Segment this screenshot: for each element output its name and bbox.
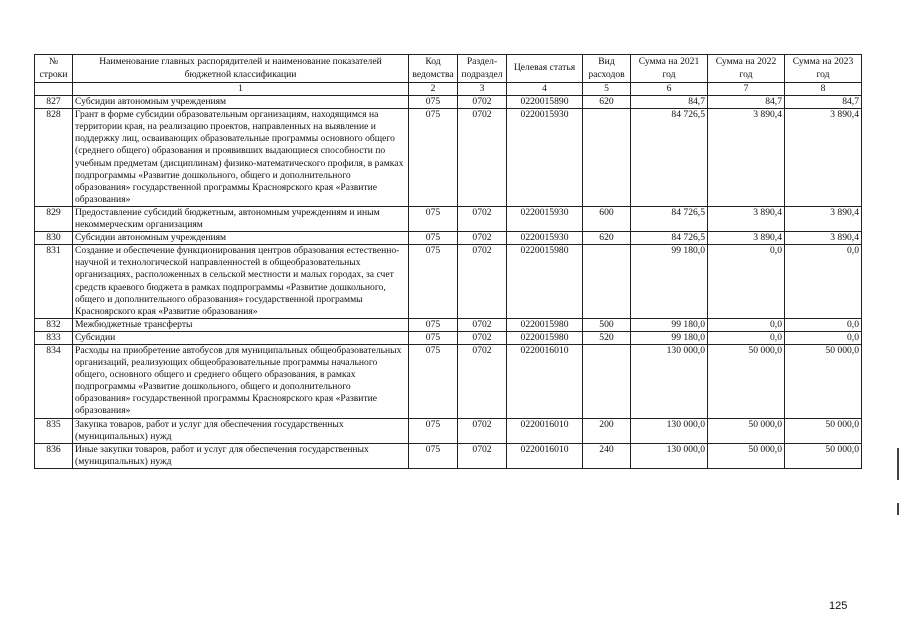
column-number: 2: [409, 83, 458, 96]
header-target-article: Целевая статья: [507, 55, 583, 83]
row-number-cell: 833: [35, 331, 73, 344]
table-body: [35, 96, 862, 469]
table-row: [35, 418, 862, 443]
header-row: [35, 55, 862, 83]
row-number-cell: 834: [35, 344, 73, 418]
expense-type-cell: 240: [583, 443, 631, 468]
target-article-cell: 0220015980: [507, 318, 583, 331]
department-code-cell: 075: [409, 96, 458, 109]
target-article-cell: 0220015980: [507, 331, 583, 344]
header-department-code: Код ведомства: [409, 55, 458, 83]
section-cell: 0702: [458, 109, 507, 207]
sum-2022-cell: 0,0: [708, 331, 785, 344]
row-name-cell: Субсидии автономным учреждениям: [73, 96, 409, 109]
target-article-cell: 0220016010: [507, 418, 583, 443]
target-article-cell: 0220015980: [507, 245, 583, 319]
sum-2021-cell: 99 180,0: [631, 318, 708, 331]
sum-2023-cell: 3 890,4: [785, 206, 862, 231]
section-cell: 0702: [458, 418, 507, 443]
section-cell: 0702: [458, 96, 507, 109]
department-code-cell: 075: [409, 245, 458, 319]
department-code-cell: 075: [409, 206, 458, 231]
target-article-cell: 0220015930: [507, 232, 583, 245]
department-code-cell: 075: [409, 331, 458, 344]
sum-2021-cell: 84 726,5: [631, 206, 708, 231]
section-cell: 0702: [458, 344, 507, 418]
table-row: [35, 344, 862, 418]
row-name-cell: Предоставление субсидий бюджетным, автономным учреждениям и иным некоммерческим организациям: [73, 206, 409, 231]
table-row: [35, 206, 862, 231]
table-row: [35, 96, 862, 109]
column-number: 7: [708, 83, 785, 96]
expense-type-cell: [583, 109, 631, 207]
sum-2022-cell: 50 000,0: [708, 443, 785, 468]
section-cell: 0702: [458, 331, 507, 344]
column-number: 5: [583, 83, 631, 96]
row-number-cell: 828: [35, 109, 73, 207]
department-code-cell: 075: [409, 418, 458, 443]
row-number-cell: 835: [35, 418, 73, 443]
sum-2021-cell: 84 726,5: [631, 232, 708, 245]
column-number: 6: [631, 83, 708, 96]
row-name-cell: Расходы на приобретение автобусов для муниципальных общеобразовательных организаций, реализующих общеобразовательные программы начального общего, основного общего и среднего общего образования, в рамках подпрограммы «Развитие дошкольного, общего и дополнительного образования» государственной программы Красноярского края «Развитие образования»: [73, 344, 409, 418]
header-sum-2022: Сумма на 2022 год: [708, 55, 785, 83]
row-name-cell: Грант в форме субсидии образовательным организациям, находящимся на территории края, на реализацию проектов, направленных на выявление и поддержку лиц, осваивающих образовательные программы основного общего (среднего общего) образования и проявивших выдающиеся способности по учебным предметам (дисциплинам) физико-математического профиля, в рамках подпрограммы «Развитие дошкольного, общего и дополнительного образования» государственной программы Красноярского края «Развитие образования»: [73, 109, 409, 207]
target-article-cell: 0220016010: [507, 344, 583, 418]
sum-2022-cell: 3 890,4: [708, 232, 785, 245]
target-article-cell: 0220015930: [507, 109, 583, 207]
expense-type-cell: 200: [583, 418, 631, 443]
sum-2022-cell: 3 890,4: [708, 109, 785, 207]
sum-2023-cell: 50 000,0: [785, 443, 862, 468]
row-name-cell: Межбюджетные трансферты: [73, 318, 409, 331]
section-cell: 0702: [458, 318, 507, 331]
department-code-cell: 075: [409, 232, 458, 245]
department-code-cell: 075: [409, 109, 458, 207]
page-number: 125: [829, 600, 848, 612]
row-name-cell: Иные закупки товаров, работ и услуг для обеспечения государственных (муниципальных) нужд: [73, 443, 409, 468]
sum-2021-cell: 130 000,0: [631, 418, 708, 443]
expense-type-cell: 620: [583, 232, 631, 245]
row-number-cell: 830: [35, 232, 73, 245]
header-section: Раздел-подраздел: [458, 55, 507, 83]
sum-2022-cell: 0,0: [708, 245, 785, 319]
table-row: [35, 443, 862, 468]
expense-type-cell: [583, 245, 631, 319]
sum-2021-cell: 99 180,0: [631, 245, 708, 319]
expense-type-cell: 620: [583, 96, 631, 109]
sum-2022-cell: 0,0: [708, 318, 785, 331]
column-number: 4: [507, 83, 583, 96]
header-expense-type: Вид расходов: [583, 55, 631, 83]
sum-2023-cell: 84,7: [785, 96, 862, 109]
expense-type-cell: [583, 344, 631, 418]
department-code-cell: 075: [409, 318, 458, 331]
table-row: [35, 109, 862, 207]
sum-2021-cell: 84,7: [631, 96, 708, 109]
section-cell: 0702: [458, 245, 507, 319]
target-article-cell: 0220015930: [507, 206, 583, 231]
header-row-number: № строки: [35, 55, 73, 83]
budget-table: [34, 54, 862, 469]
column-number-row: [35, 83, 862, 96]
expense-type-cell: 600: [583, 206, 631, 231]
sum-2022-cell: 50 000,0: [708, 344, 785, 418]
header-sum-2021: Сумма на 2021 год: [631, 55, 708, 83]
sum-2023-cell: 3 890,4: [785, 109, 862, 207]
table-row: [35, 318, 862, 331]
header-name: Наименование главных распорядителей и наименование показателей бюджетной классификации: [73, 55, 409, 83]
sum-2023-cell: 50 000,0: [785, 418, 862, 443]
scan-artifact: [897, 448, 899, 480]
header-sum-2023: Сумма на 2023 год: [785, 55, 862, 83]
column-number: 1: [73, 83, 409, 96]
section-cell: 0702: [458, 232, 507, 245]
section-cell: 0702: [458, 443, 507, 468]
sum-2021-cell: 99 180,0: [631, 331, 708, 344]
department-code-cell: 075: [409, 443, 458, 468]
table-row: [35, 331, 862, 344]
row-number-cell: 832: [35, 318, 73, 331]
row-name-cell: Создание и обеспечение функционирования центров образования естественно-научной и технологической направленностей в общеобразовательных организациях, расположенных в сельской местности и малых городах, за счет средств краевого бюджета в рамках подпрограммы «Развитие дошкольного, общего и дополнительного образования» государственной программы Красноярского края «Развитие образования»: [73, 245, 409, 319]
department-code-cell: 075: [409, 344, 458, 418]
row-number-cell: 831: [35, 245, 73, 319]
target-article-cell: 0220016010: [507, 443, 583, 468]
sum-2021-cell: 130 000,0: [631, 344, 708, 418]
row-name-cell: Закупка товаров, работ и услуг для обеспечения государственных (муниципальных) нужд: [73, 418, 409, 443]
row-number-cell: 836: [35, 443, 73, 468]
sum-2023-cell: 0,0: [785, 318, 862, 331]
column-number: 3: [458, 83, 507, 96]
sum-2022-cell: 84,7: [708, 96, 785, 109]
expense-type-cell: 520: [583, 331, 631, 344]
table-row: [35, 245, 862, 319]
row-name-cell: Субсидии автономным учреждениям: [73, 232, 409, 245]
expense-type-cell: 500: [583, 318, 631, 331]
sum-2021-cell: 130 000,0: [631, 443, 708, 468]
sum-2023-cell: 3 890,4: [785, 232, 862, 245]
column-number: 8: [785, 83, 862, 96]
sum-2023-cell: 0,0: [785, 245, 862, 319]
target-article-cell: 0220015890: [507, 96, 583, 109]
row-number-cell: 827: [35, 96, 73, 109]
sum-2023-cell: 0,0: [785, 331, 862, 344]
column-number: [35, 83, 73, 96]
sum-2023-cell: 50 000,0: [785, 344, 862, 418]
sum-2022-cell: 50 000,0: [708, 418, 785, 443]
section-cell: 0702: [458, 206, 507, 231]
row-number-cell: 829: [35, 206, 73, 231]
sum-2021-cell: 84 726,5: [631, 109, 708, 207]
row-name-cell: Субсидии: [73, 331, 409, 344]
table-row: [35, 232, 862, 245]
scan-artifact: [897, 503, 899, 515]
sum-2022-cell: 3 890,4: [708, 206, 785, 231]
